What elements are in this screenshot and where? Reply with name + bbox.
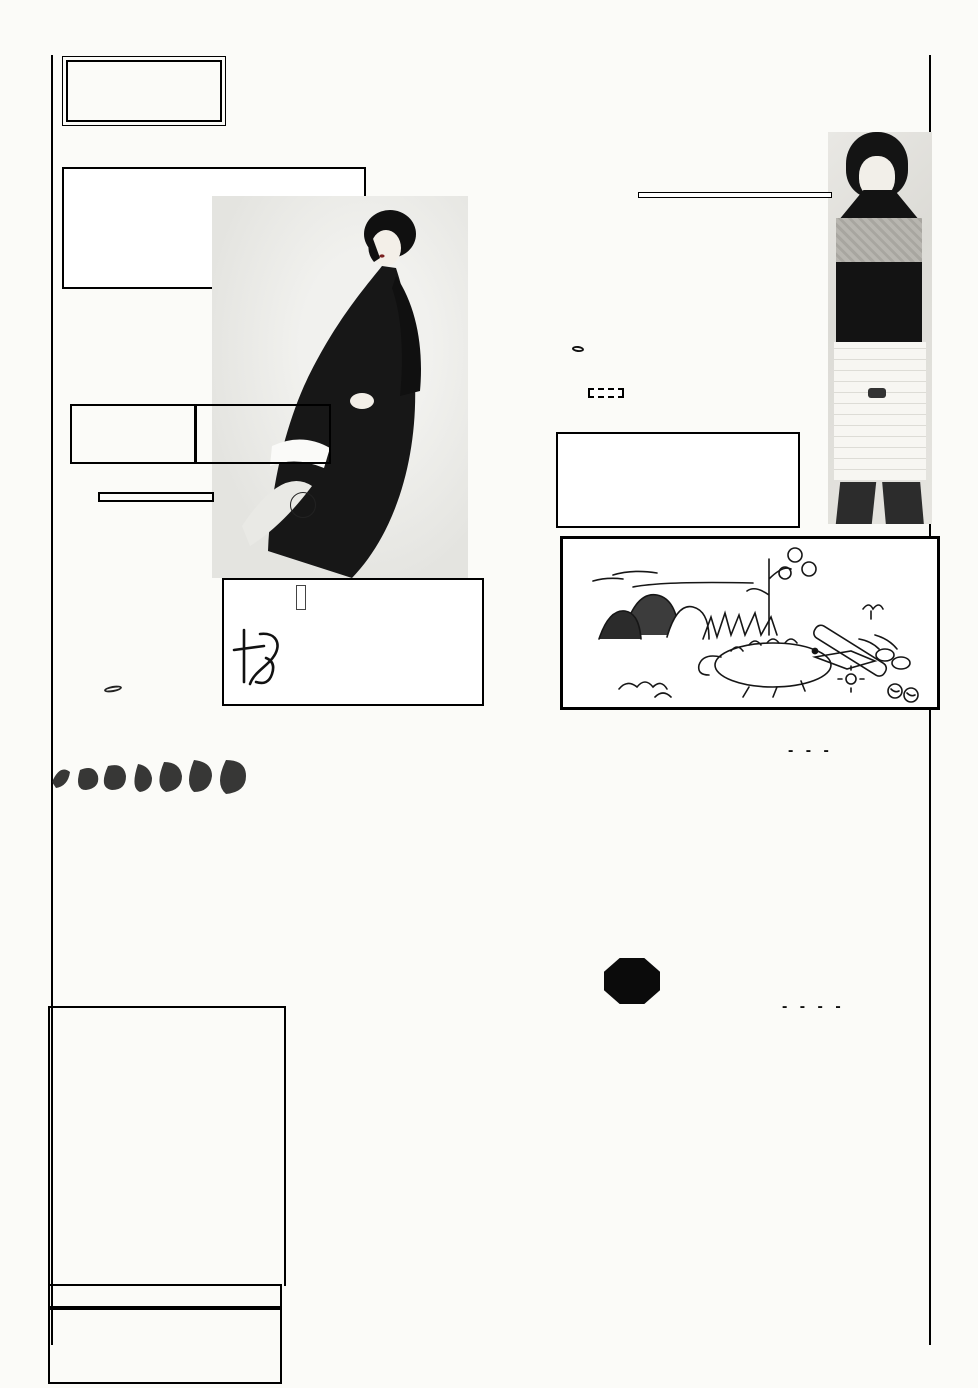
crocodile-cartoon bbox=[563, 539, 937, 707]
special-send-value bbox=[104, 684, 123, 693]
photo-skirt bbox=[834, 342, 926, 480]
question-badge bbox=[604, 958, 660, 1004]
far-left-star-column bbox=[3, 60, 18, 1340]
photo-number-band bbox=[836, 218, 922, 262]
zodiac-tip-box bbox=[98, 492, 214, 502]
gift-banner bbox=[638, 192, 832, 198]
analysis-box bbox=[556, 432, 800, 528]
photo-leg-left bbox=[836, 482, 876, 524]
far-right-border-strip bbox=[956, 42, 976, 1372]
chuandian-box bbox=[588, 388, 624, 398]
result-type-boxes bbox=[70, 404, 331, 464]
lady-silhouette bbox=[212, 196, 468, 578]
secret-password-value bbox=[296, 585, 306, 610]
record-table-frame bbox=[48, 1006, 286, 1286]
cartoon-box bbox=[560, 536, 940, 710]
round-seal bbox=[290, 492, 316, 518]
wheel-dash-top: - - - bbox=[788, 742, 833, 759]
distressed-script-blob bbox=[46, 756, 270, 798]
wheel-dash-bottom: - - - - bbox=[782, 998, 845, 1015]
big-number-box bbox=[72, 406, 197, 462]
photo-halter-top bbox=[836, 190, 922, 342]
secret-password-row bbox=[296, 586, 306, 610]
left-border-strip bbox=[26, 55, 46, 1343]
wang-row bbox=[562, 262, 572, 293]
skirt-bow bbox=[868, 388, 886, 398]
double-number-box bbox=[197, 406, 329, 462]
hit-slogan bbox=[334, 766, 352, 788]
top-border-strip bbox=[50, 27, 956, 45]
stat-label-column bbox=[48, 1308, 282, 1384]
photo-leg-right bbox=[882, 482, 924, 524]
lady-illustration bbox=[212, 196, 468, 578]
stamp-box bbox=[66, 60, 222, 122]
handwritten-scribble bbox=[230, 622, 292, 694]
secret-code-box bbox=[222, 578, 484, 706]
tema-row bbox=[558, 330, 584, 359]
tema-circled-number bbox=[572, 345, 585, 352]
special-send-row bbox=[104, 672, 122, 698]
number-trend-grid bbox=[283, 1008, 930, 1386]
zodiac-wheel-diagram bbox=[676, 734, 944, 1002]
record-table-footer bbox=[48, 1284, 282, 1308]
model-photo bbox=[828, 132, 932, 524]
